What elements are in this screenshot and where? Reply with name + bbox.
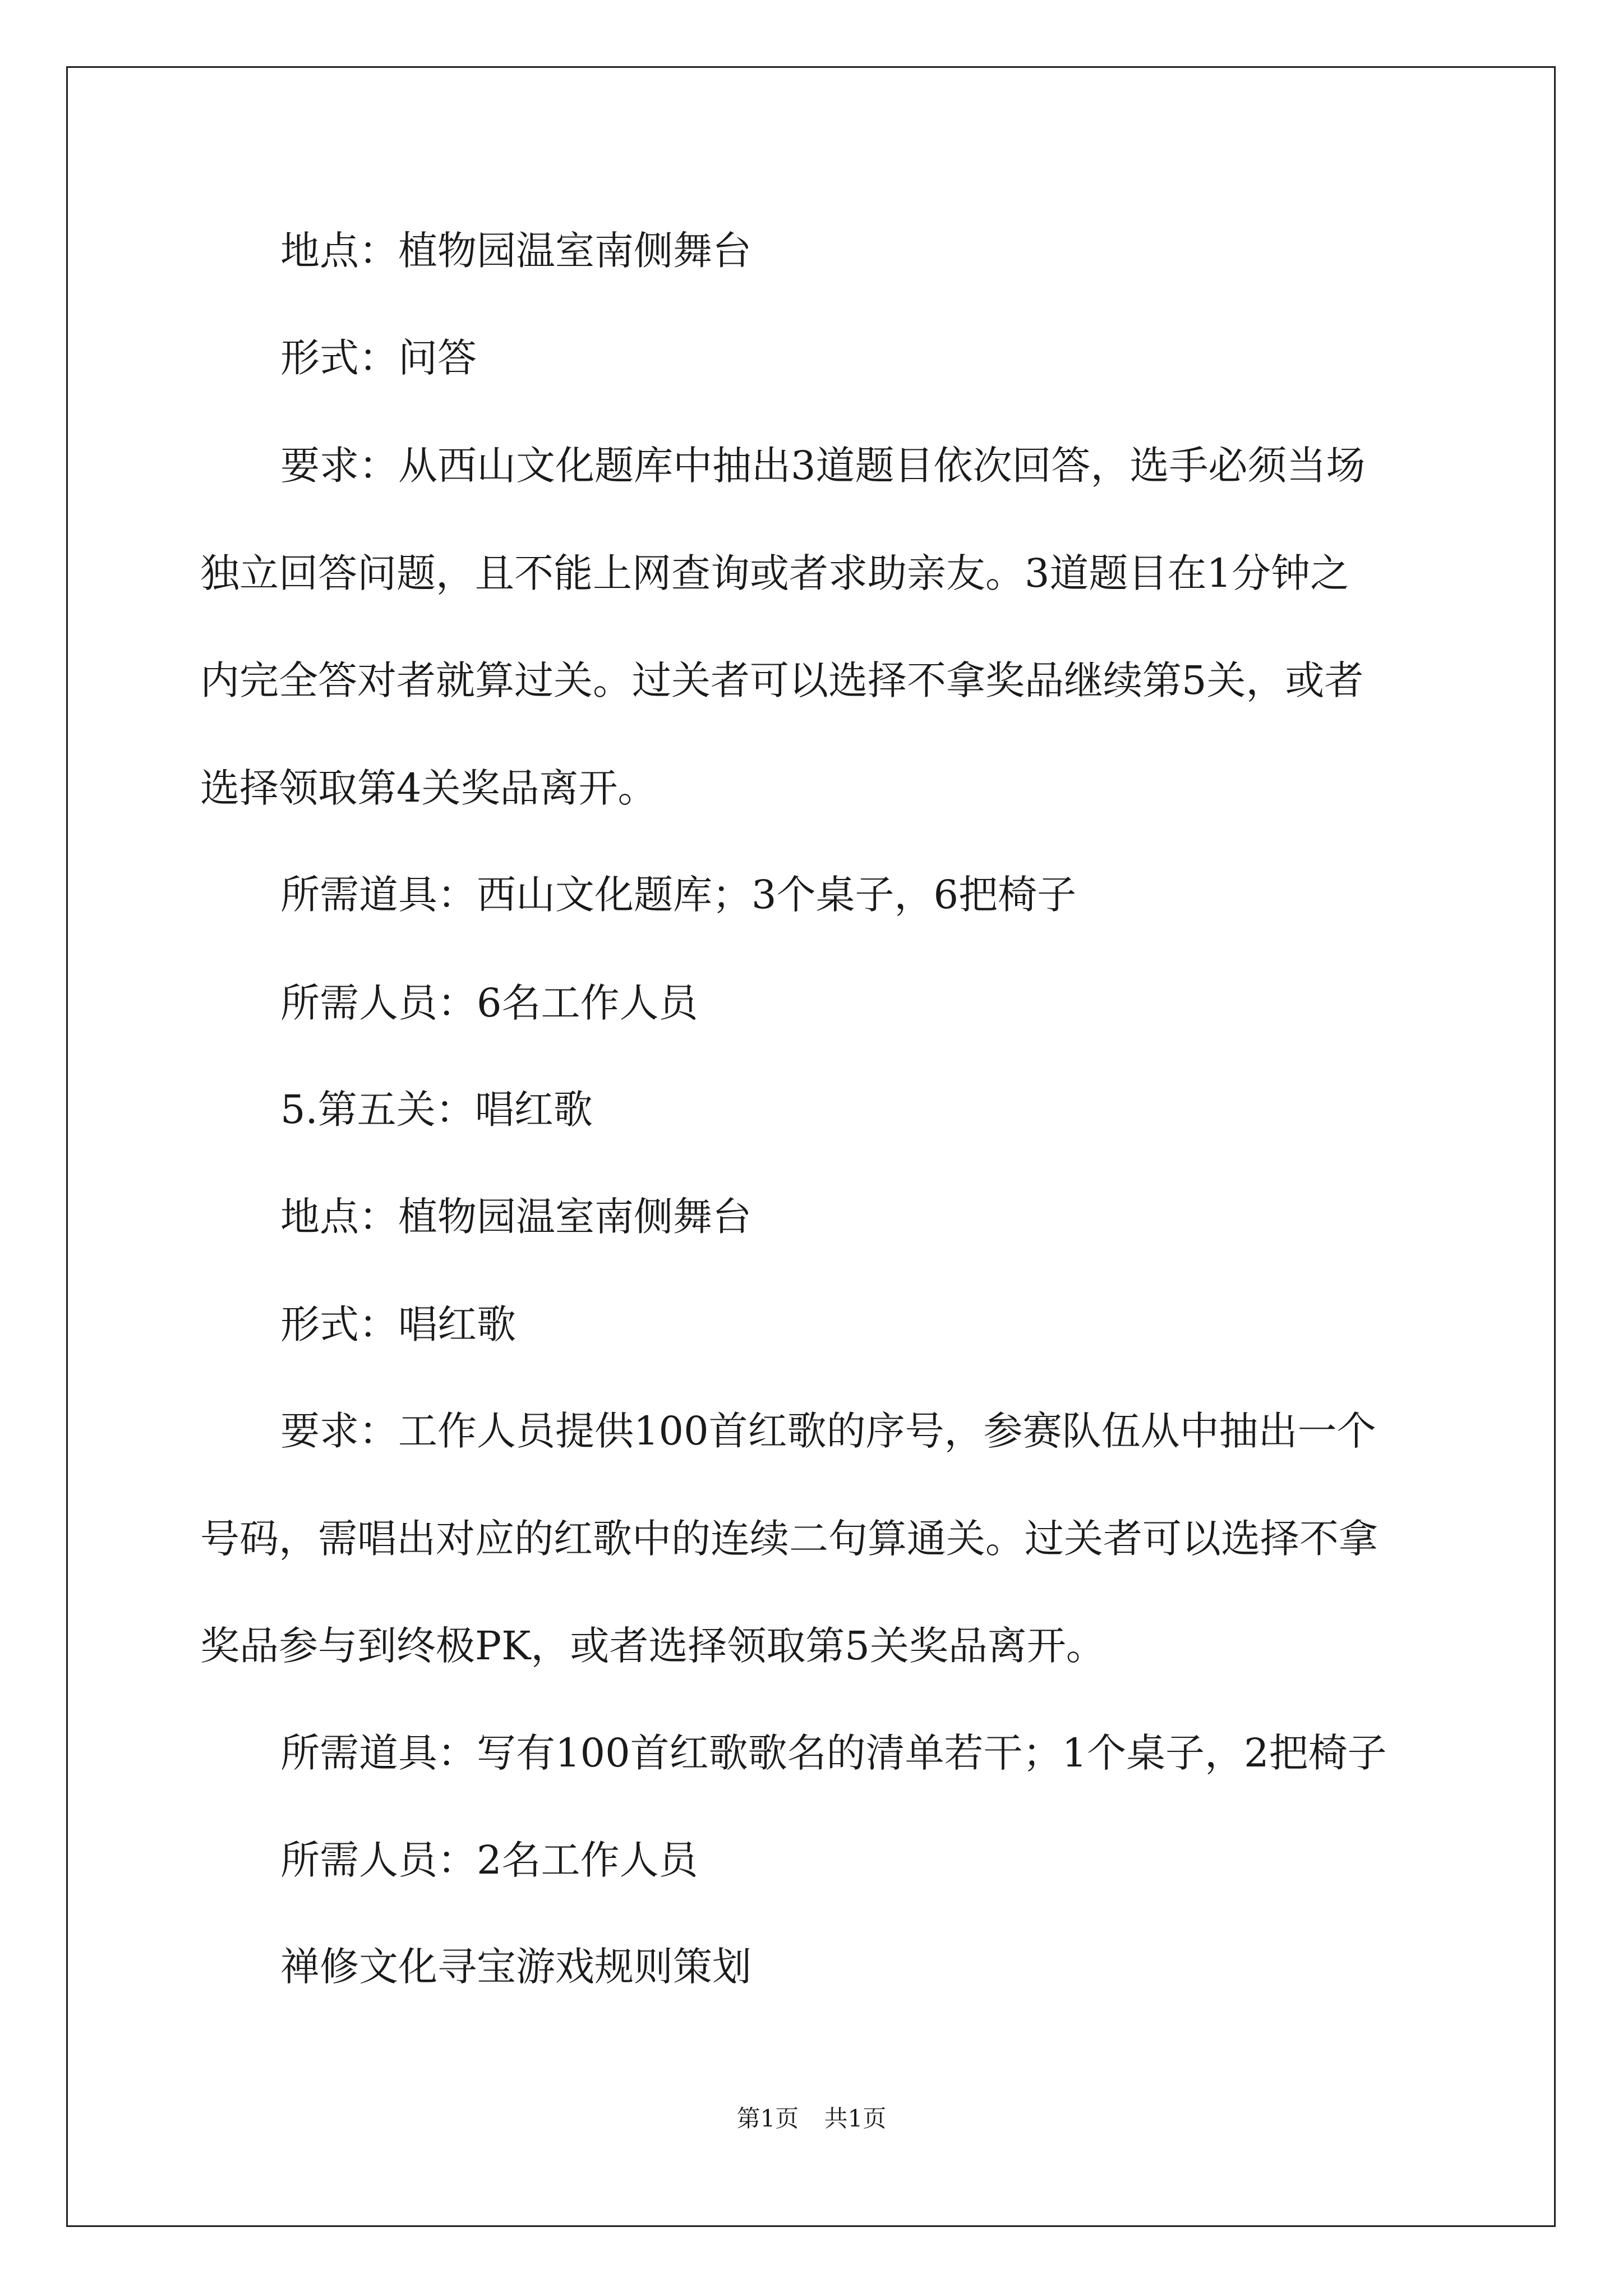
section-heading-level-5: 5.第五关：唱红歌 [280,1087,593,1133]
page-total: 共1页 [824,2105,887,2132]
line-requirement-1-b: 独立回答问题，且不能上网查询或者求助亲友。3道题目在1分钟之 [200,550,1350,596]
line-location-2: 地点：植物园温室南侧舞台 [280,1194,751,1240]
line-requirement-1-c: 内完全答对者就算过关。过关者可以选择不拿奖品继续第5关，或者 [200,657,1364,703]
line-location-1: 地点：植物园温室南侧舞台 [280,228,751,274]
line-staff-2: 所需人员：2名工作人员 [280,1837,698,1883]
line-next-title: 禅修文化寻宝游戏规则策划 [280,1944,751,1990]
line-requirement-2-a: 要求：工作人员提供100首红歌的序号，参赛队伍从中抽出一个 [280,1408,1376,1454]
line-format-1: 形式：问答 [280,335,477,381]
line-staff-1: 所需人员：6名工作人员 [280,980,698,1026]
line-props-2: 所需道具：写有100首红歌歌名的清单若干；1个桌子，2把椅子 [280,1730,1387,1776]
line-format-2: 形式：唱红歌 [280,1301,516,1347]
line-requirement-1-d: 选择领取第4关奖品离开。 [200,765,657,811]
page-footer [0,2105,1623,2132]
line-requirement-2-c: 奖品参与到终极PK，或者选择领取第5关奖品离开。 [200,1623,1105,1669]
line-requirement-2-b: 号码，需唱出对应的红歌中的连续二句算通关。过关者可以选择不拿 [200,1516,1378,1562]
page-number: 第1页 [736,2105,799,2132]
line-props-1: 所需道具：西山文化题库；3个桌子，6把椅子 [280,872,1077,918]
page-border [66,66,1556,2227]
line-requirement-1-a: 要求：从西山文化题库中抽出3道题目依次回答，选手必须当场 [280,443,1366,489]
